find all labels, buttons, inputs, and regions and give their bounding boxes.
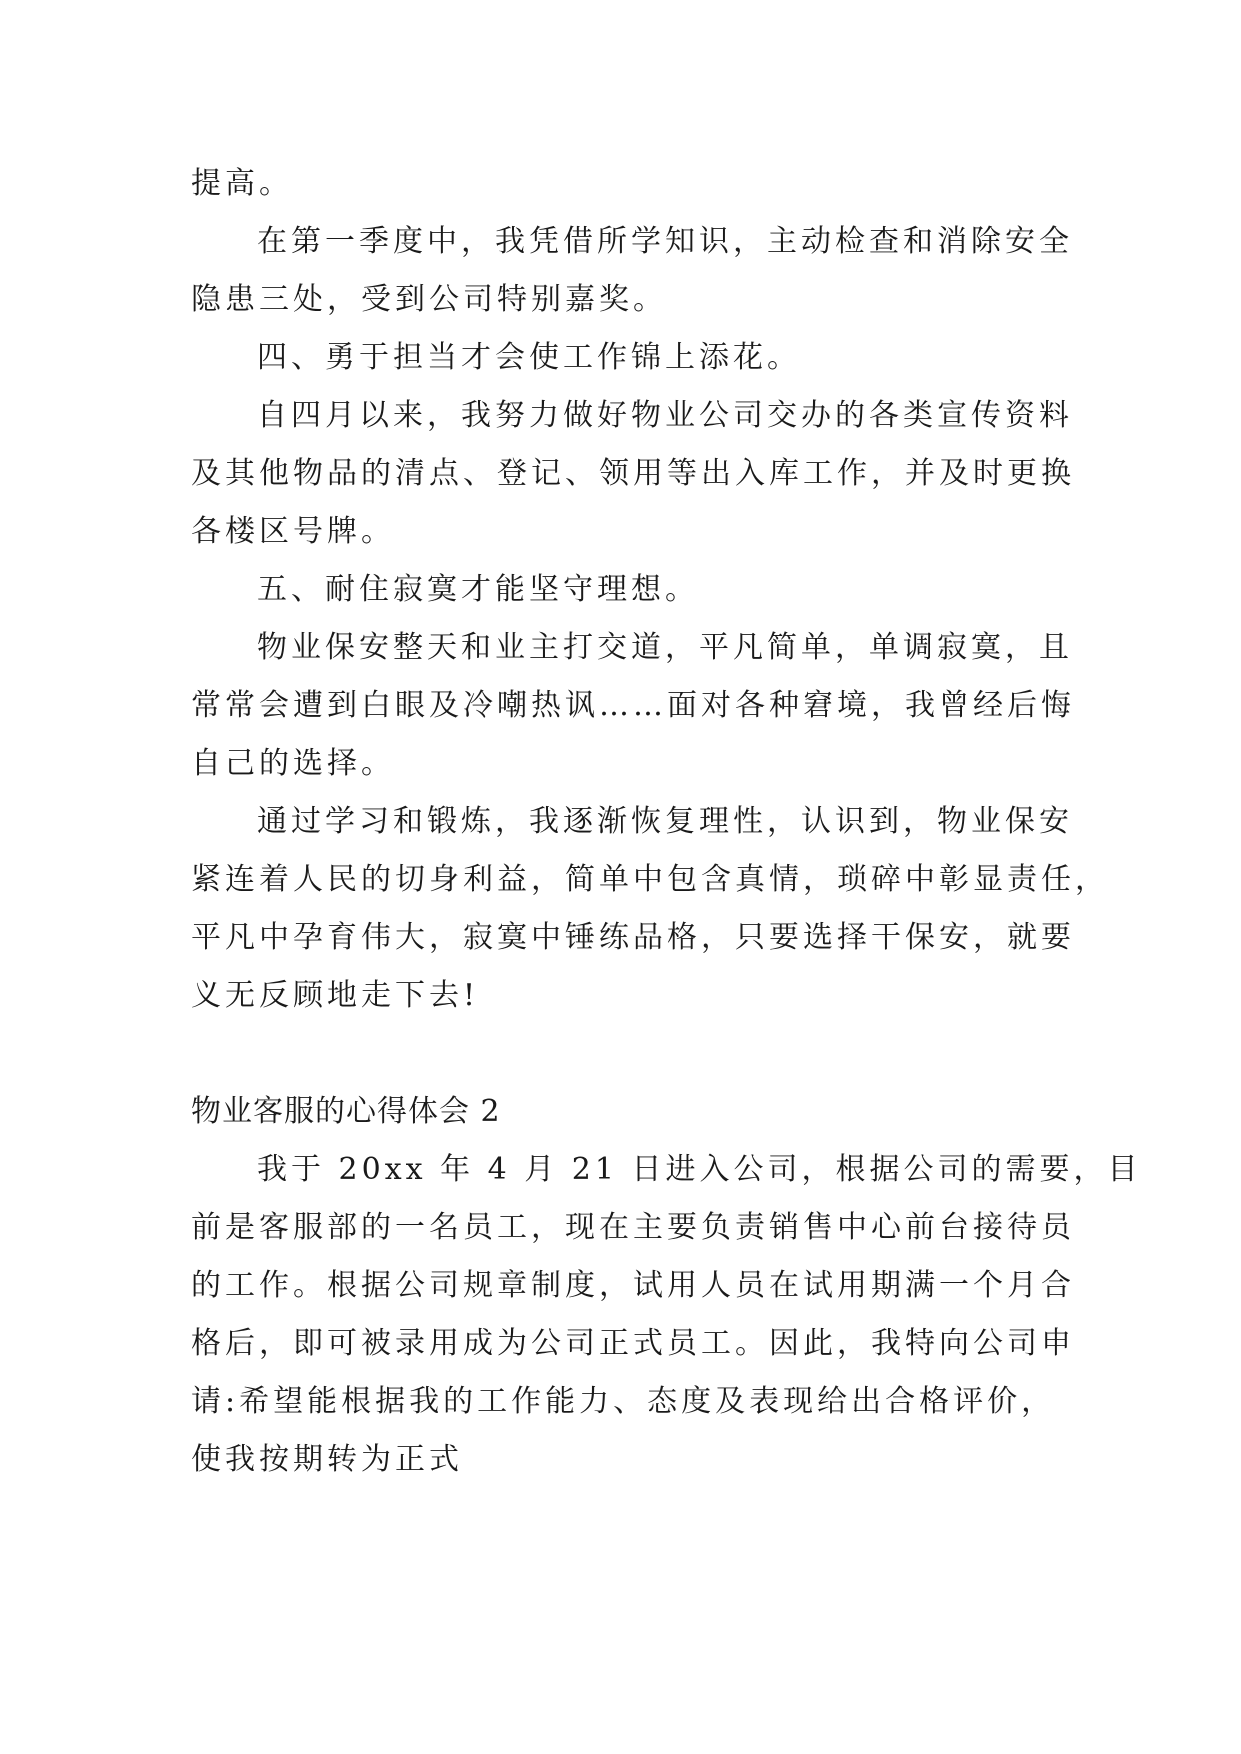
section-heading-4: 四、勇于担当才会使工作锦上添花。 [257,340,801,375]
document-body [191,155,1142,1489]
paragraph-line: 请:希望能根据我的工作能力、态度及表现给出合格评价， [191,1384,1056,1419]
paragraph-line: 平凡中孕育伟大，寂寞中锤练品格，只要选择干保安，就要 [191,920,1075,955]
paragraph-line: 使我按期转为正式 [191,1442,463,1477]
paragraph-line: 格后，即可被录用成为公司正式员工。因此，我特向公司申 [191,1326,1075,1361]
paragraph-line: 及其他物品的清点、登记、领用等出入库工作，并及时更换 [191,456,1075,491]
section-spacer [191,1025,1051,1083]
paragraph-line: 在第一季度中，我凭借所学知识，主动检查和消除安全 [257,224,1073,259]
paragraph-line: 隐患三处，受到公司特别嘉奖。 [191,282,667,317]
document-section-title: 物业客服的心得体会 2 [191,1094,501,1129]
paragraph-line: 提高。 [191,166,293,201]
paragraph-line: 通过学习和锻炼，我逐渐恢复理性，认识到，物业保安 [257,804,1073,839]
paragraph-line: 紧连着人民的切身利益，简单中包含真情，琐碎中彰显责任， [191,862,1109,897]
paragraph-line: 各楼区号牌。 [191,514,395,549]
paragraph-line: 前是客服部的一名员工，现在主要负责销售中心前台接待员 [191,1210,1075,1245]
paragraph-line: 常常会遭到白眼及冷嘲热讽……面对各种窘境，我曾经后悔 [191,688,1075,723]
section-heading-5: 五、耐住寂寞才能坚守理想。 [257,572,699,607]
paragraph-line: 义无反顾地走下去! [191,978,480,1013]
paragraph-line: 物业保安整天和业主打交道，平凡简单，单调寂寞，且 [257,630,1073,665]
paragraph-line: 的工作。根据公司规章制度，试用人员在试用期满一个月合 [191,1268,1075,1303]
paragraph-line: 自四月以来，我努力做好物业公司交办的各类宣传资料 [257,398,1073,433]
paragraph-line: 自己的选择。 [191,746,395,781]
paragraph-line: 我于 20xx 年 4 月 21 日进入公司，根据公司的需要，目 [257,1152,1142,1187]
